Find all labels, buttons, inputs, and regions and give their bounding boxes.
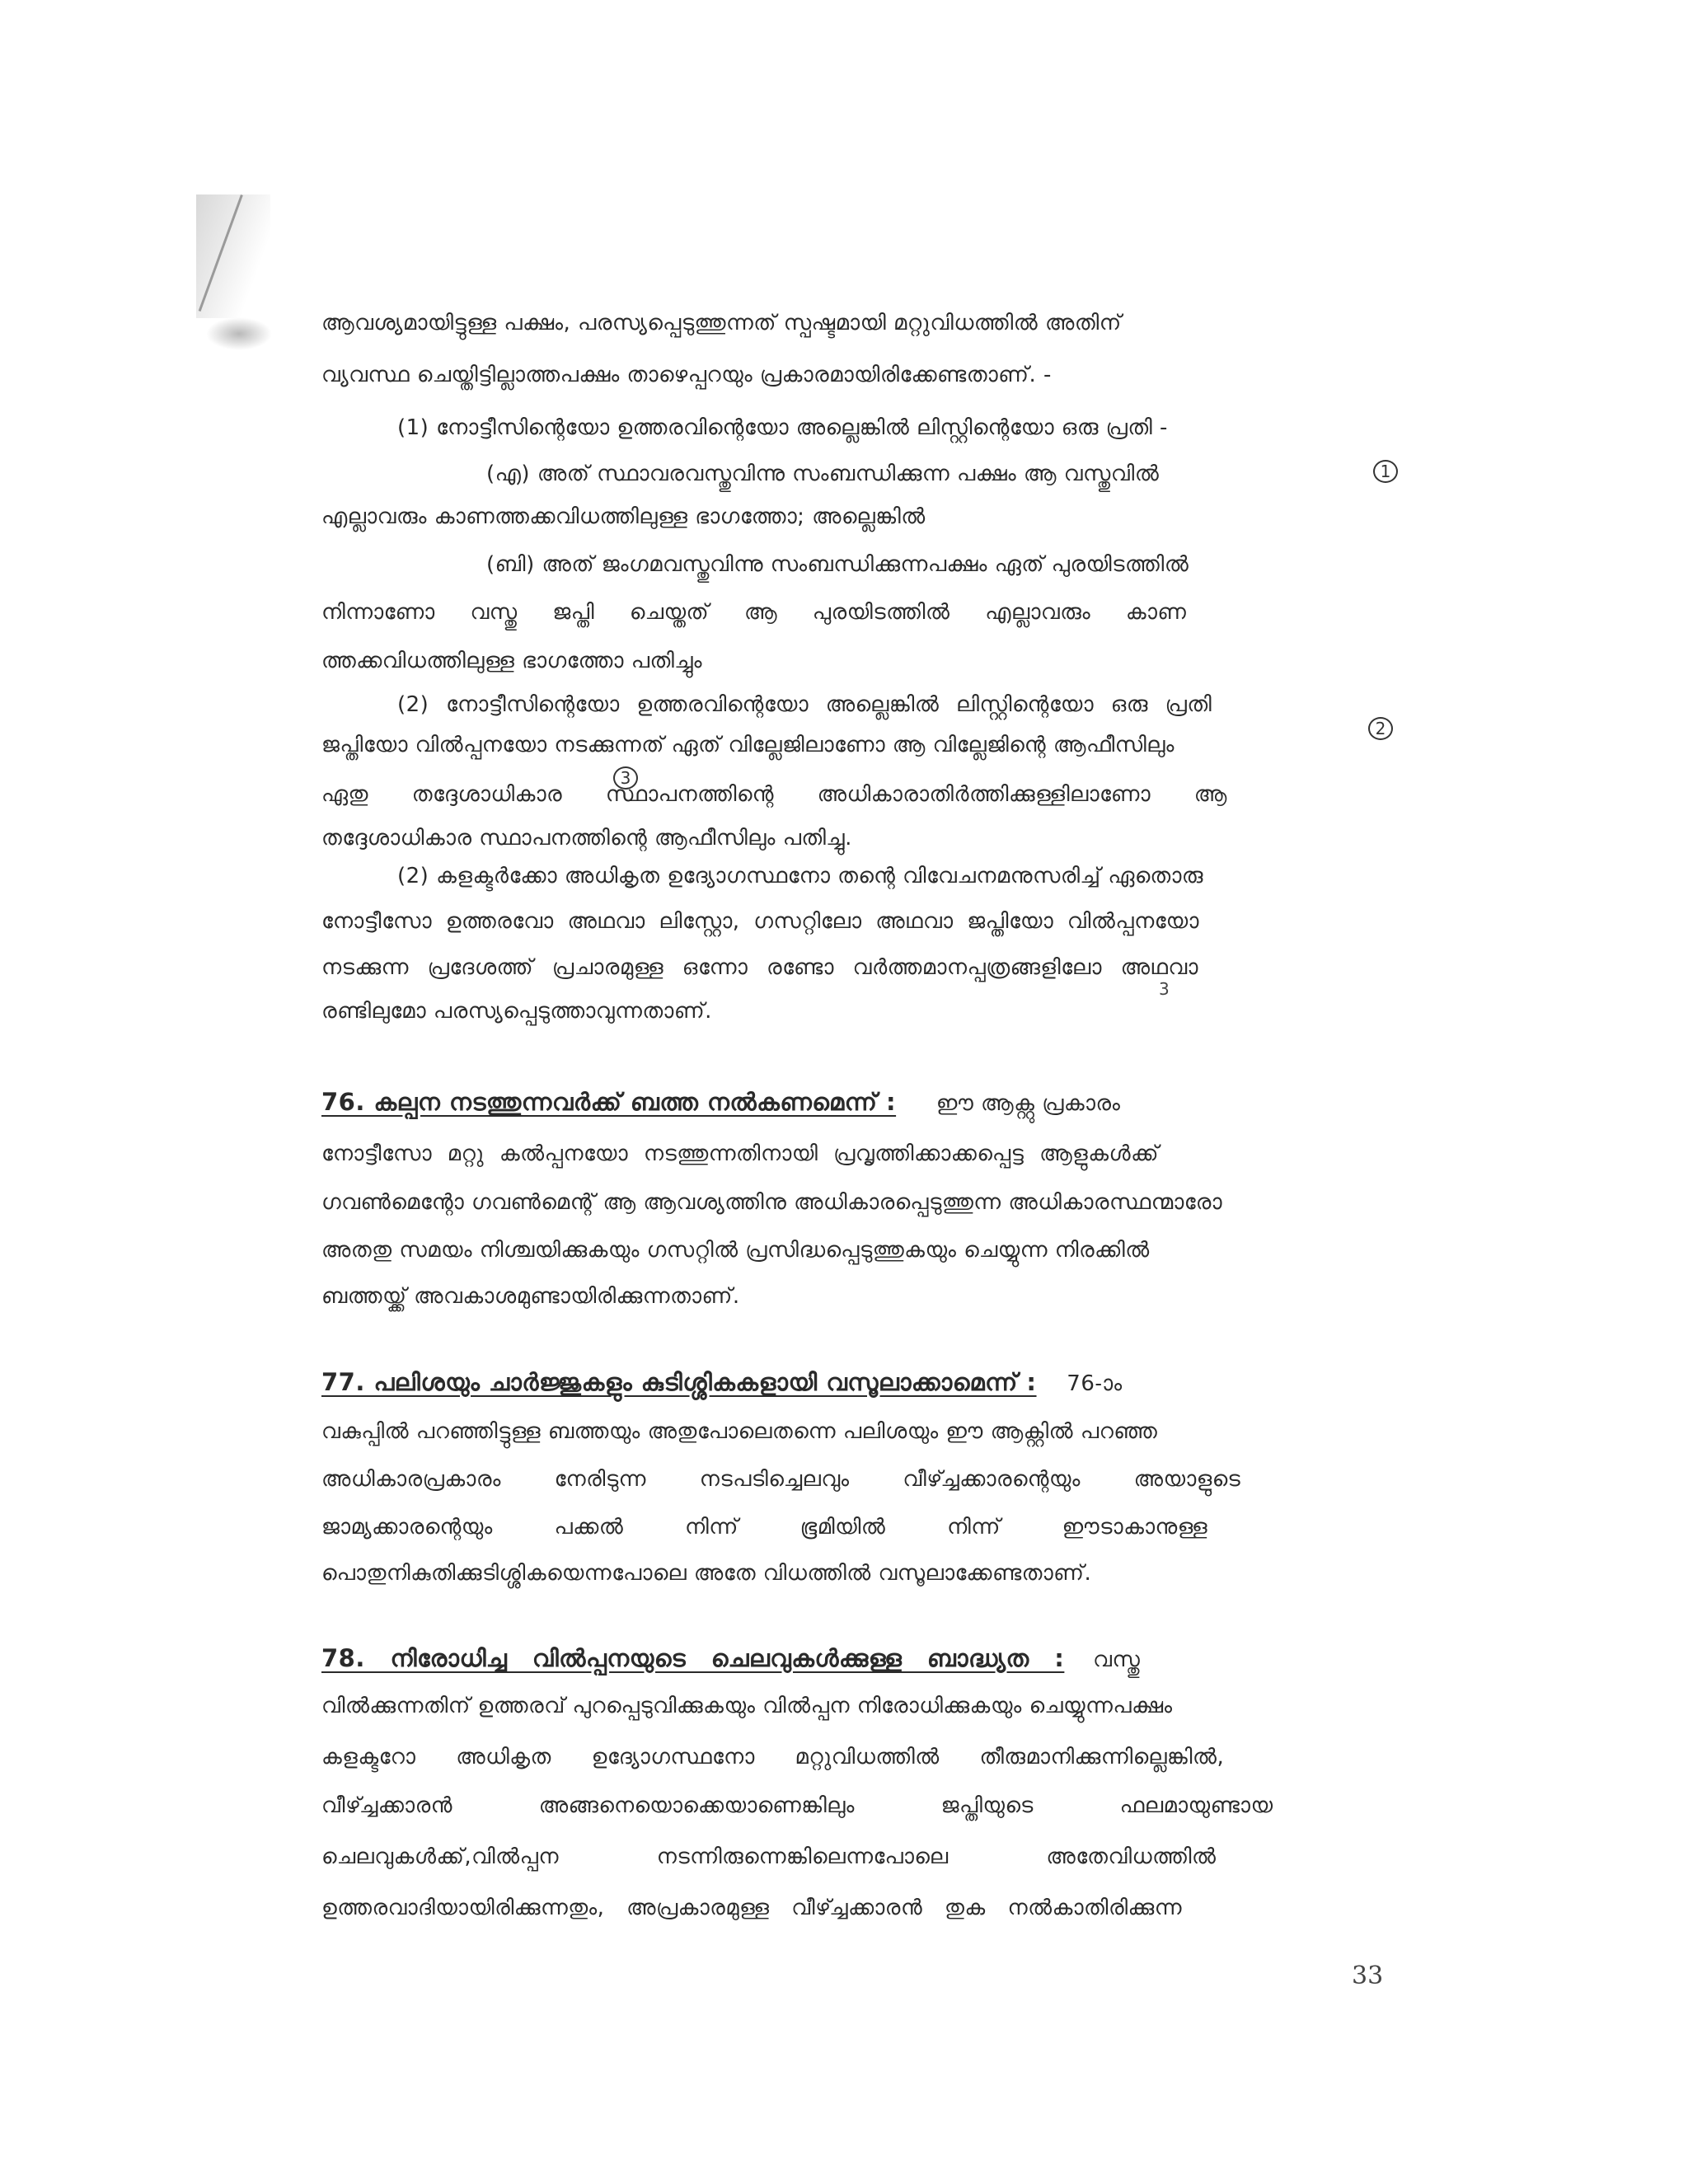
section-78-line: കളക്ടറോ അധികൃത ഉദ്യോഗസ്ഥനോ മറ്റുവിധത്തിൽ തീരുമാനിക്കുന്നില്ലെങ്കിൽ, (321, 1745, 1225, 1769)
section-78-line: വീഴ്ച്ചക്കാരൻ അങ്ങനെയൊക്കെയാണെങ്കിലും ജപ്തിയുടെ ഫലമായുണ്ടായ (321, 1793, 1273, 1818)
page-number: 33 (1352, 1961, 1384, 1990)
section-77-line: പൊതുനികുതിക്കുടിശ്ശികയെന്നപോലെ അതേ വിധത്തിൽ വസൂലാക്കേണ്ടതാണ്. (321, 1561, 1092, 1586)
body-line: എല്ലാവരും കാണത്തക്കവിധത്തിലുള്ള ഭാഗത്തോ; അല്ലെങ്കിൽ (321, 504, 926, 529)
section-77-heading: 77. പലിശയും ചാർജ്ജുകളും കുടിശ്ശികകളായി വസൂലാക്കാമെന്ന് : (321, 1368, 1037, 1396)
margin-mark-3: 3 (613, 766, 638, 790)
section-76-heading-line (321, 1088, 1393, 1118)
body-line: വ്യവസ്ഥ ചെയ്തിട്ടില്ലാത്തപക്ഷം താഴെപ്പറയും പ്രകാരമായിരിക്കേണ്ടതാണ്. - (321, 363, 1052, 387)
section-77-line: വകുപ്പിൽ പറഞ്ഞിട്ടുള്ള ബത്തയും അതുപോലെതന്നെ പലിശയും ഈ ആക്റ്റിൽ പറഞ്ഞ (321, 1419, 1158, 1444)
body-line: ഏതു തദ്ദേശാധികാര സ്ഥാപനത്തിന്റെ അധികാരാതിർത്തിക്കുള്ളിലാണോ ആ (321, 782, 1227, 807)
section-78-heading-line (321, 1644, 1393, 1674)
section-77-line: ജാമ്യക്കാരന്റെയും പക്കൽ നിന്ന് ഭൂമിയിൽ നിന്ന് ഈടാകാനുള്ള (321, 1515, 1208, 1540)
section-78-heading: 78. നിരോധിച്ച വിൽപ്പനയുടെ ചെലവുകൾക്കുള്ള ബാദ്ധ്യത : (321, 1644, 1065, 1672)
margin-mark-4: 3 (1159, 979, 1170, 999)
section-77-tail: 76-ാം (1067, 1371, 1123, 1396)
section-77-heading-line (321, 1368, 1393, 1398)
body-line: നടക്കുന്ന പ്രദേശത്ത് പ്രചാരമുള്ള ഒന്നോ രണ്ടോ വർത്തമാനപ്പത്രങ്ങളിലോ അഥവാ (321, 955, 1198, 980)
body-line: ജപ്തിയോ വിൽപ്പനയോ നടക്കുന്നത് ഏത് വില്ലേജിലാണോ ആ വില്ലേജിന്റെ ആഫീസിലും (321, 733, 1175, 757)
section-76-line: നോട്ടീസോ മറ്റു കൽപ്പനയോ നടത്തുന്നതിനായി പ്രവൃത്തിക്കാക്കപ്പെട്ട ആളുകൾക്ക് (321, 1141, 1160, 1166)
clause-a: (എ) അത് സ്ഥാവരവസ്തുവിന്നു സംബന്ധിക്കുന്ന പക്ഷം ആ വസ്തുവിൽ (486, 462, 1160, 486)
body-line: രണ്ടിലുമോ പരസ്യപ്പെടുത്താവുന്നതാണ്. (321, 999, 712, 1024)
section-76-line: ബത്തയ്ക്ക് അവകാശമുണ്ടായിരിക്കുന്നതാണ്. (321, 1284, 740, 1309)
section-76-tail: ഈ ആക്റ്റു പ്രകാരം (935, 1091, 1121, 1116)
body-line: ആവശ്യമായിട്ടുള്ള പക്ഷം, പരസ്യപ്പെടുത്തുന്നത് സ്പഷ്ടമായി മറ്റുവിധത്തിൽ അതിന് (321, 311, 1122, 335)
body-line: നോട്ടീസോ ഉത്തരവോ അഥവാ ലിസ്റ്റോ, ഗസറ്റിലോ അഥവാ ജപ്തിയോ വിൽപ്പനയോ (321, 909, 1199, 934)
clause-b: (ബി) അത് ജംഗമവസ്തുവിന്നു സംബന്ധിക്കുന്നപക്ഷം ഏത് പുരയിടത്തിൽ (486, 552, 1189, 577)
clause-2: (2) നോട്ടീസിന്റെയോ ഉത്തരവിന്റെയോ അല്ലെങ്കിൽ ലിസ്റ്റിന്റെയോ ഒരു പ്രതി (397, 692, 1212, 717)
scan-smudge (206, 317, 272, 350)
body-line: നിന്നാണോ വസ്തു ജപ്തി ചെയ്തത് ആ പുരയിടത്തിൽ എല്ലാവരും കാണ (321, 600, 1187, 625)
margin-mark-1: 1 (1373, 460, 1398, 483)
margin-mark-2: 2 (1368, 717, 1393, 740)
clause-1: (1) നോട്ടീസിന്റെയോ ഉത്തരവിന്റെയോ അല്ലെങ്കിൽ ലിസ്റ്റിന്റെയോ ഒരു പ്രതി - (397, 415, 1168, 440)
section-78-line: വിൽക്കുന്നതിന് ഉത്തരവ് പുറപ്പെടുവിക്കുകയും വിൽപ്പന നിരോധിക്കുകയും ചെയ്യുന്നപക്ഷം (321, 1694, 1173, 1718)
section-78-tail: വസ്തു (1093, 1647, 1141, 1672)
section-78-line: ഉത്തരവാദിയായിരിക്കുന്നതും, അപ്രകാരമുള്ള വീഴ്ച്ചക്കാരൻ തുക നൽകാതിരിക്കുന്ന (321, 1896, 1183, 1920)
body-line: തദ്ദേശാധികാര സ്ഥാപനത്തിന്റെ ആഫീസിലും പതിച്ചു. (321, 826, 852, 851)
section-76-line: അതതു സമയം നിശ്ചയിക്കുകയും ഗസറ്റിൽ പ്രസിദ്ധപ്പെടുത്തുകയും ചെയ്യുന്ന നിരക്കിൽ (321, 1238, 1150, 1263)
section-77-line: അധികാരപ്രകാരം നേരിടുന്ന നടപടിച്ചെലവും വീഴ്ച്ചക്കാരന്റെയും അയാളുടെ (321, 1467, 1241, 1492)
clause-2b: (2) കളക്ടർക്കോ അധികൃത ഉദ്യോഗസ്ഥനോ തന്റെ വിവേചനമനുസരിച്ച് ഏതൊരു (397, 864, 1203, 888)
section-76-line: ഗവൺമെന്റോ ഗവൺമെന്റ് ആ ആവശ്യത്തിനു അധികാരപ്പെടുത്തുന്ന അധികാരസ്ഥന്മാരോ (321, 1190, 1222, 1215)
body-line: ത്തക്കവിധത്തിലുള്ള ഭാഗത്തോ പതിച്ചും (321, 649, 702, 673)
section-76-heading: 76. കല്പന നടത്തുന്നവർക്ക് ബത്ത നൽകണമെന്ന് : (321, 1088, 897, 1116)
section-78-line: ചെലവുകൾക്ക്,വിൽപ്പന നടന്നിരുന്നെങ്കിലെന്നപോലെ അതേവിധത്തിൽ (321, 1844, 1217, 1869)
